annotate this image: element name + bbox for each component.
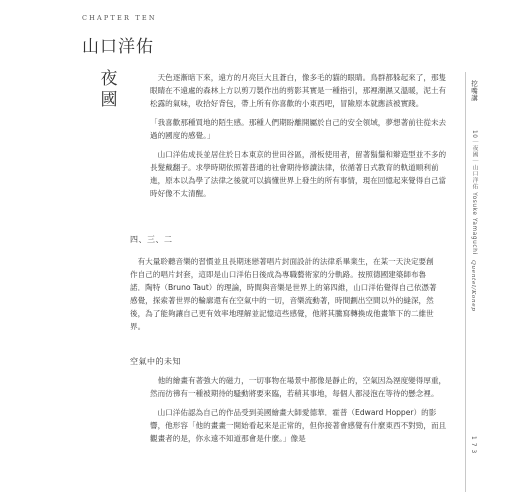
section-one-body — [150, 71, 450, 200]
chapter-title: 山口洋佑 — [82, 37, 154, 57]
running-latin-note: Quentel/Konep — [470, 260, 476, 312]
body-paragraph: 有大量聆聽音樂的習慣並且長期迷戀著唱片封面設計的法律系畢業生，在某一天決定要創作自己的唱片封套，這即是山口洋佑日後成為專職藝術家的分軌路。按照德國建築師布魯諾．陶特（Bruno Taut）的理論，時間與音樂是世界上的第四維，山口洋佑覺得自己依憑著感覺，探索著世界的輪廓還有在空氣中的一切，音樂流動著，時間劃出空間以外的縫深，然後，為了能夠讓自己更有效率地理解並記憶這些感覺，他將其騰寫轉換成他畫筆下的二維世界。 — [130, 257, 437, 331]
running-book-title: 挖嘴講 — [470, 80, 478, 102]
body-paragraph: 山口洋佑成長並居住於日本東京的世田谷區，滑板使用者，留著鬍鬚和辮造型並不多的長髮戴翻子。求學時期依照著普通的社會期待修讀法律，依循著日式教育的軌道順利前進，原本以為學了法律之後就可以搞懂世界上發生的所有事情，現在回憶起來覺得自己當時好像不太清醒。 — [150, 150, 447, 198]
page-number: 1 7 3 — [470, 436, 476, 454]
section-title: 夜國 — [100, 69, 118, 110]
body-paragraph: 天色逐漸暗下來，遠方的月亮巨大且蒼白，像多毛的貓的眼睛。鳥群都躲起來了，那隻眼睛在不遠處的森林上方以剪刀製作出的剪影其實是一種指引，那裡潮濕又溫暖，泥土有松露的氣味，收拾好背包，帶上所有你喜歡的小東西吧，冒險原本就應該被實踐。 — [150, 73, 447, 108]
chapter-label: CHAPTER TEN — [82, 14, 157, 22]
pull-quote: 「我喜歡那種買地的陌生感。那種人們期盼離開屬於自己的安全領域，夢想著前往從未去過的國度的感覺。」 — [150, 118, 447, 140]
body-paragraph: 山口洋佑認為自己的作品受到美國繪畫大師愛德華．霍普（Edward Hopper）的影響，他形容「他的畫畫一開始看起來是正常的，但你接著會感覺有什麼東西不對勁，而且觀畫者的是，你永遠不知道那會是什麼。」像是 — [150, 408, 447, 443]
body-paragraph: 他的繪畫有著強大的磁力，一切事物在場景中都像是靜止的，空氣因為溼度變得厚重，然而彷彿有一種被期待的騷動將要來臨，若稍其事地，每個人都浸泡在等待的懸念裡。 — [150, 376, 447, 398]
running-chapter-info: 10｜夜國｜山口洋佑 Yosuke Yamaguchi — [471, 130, 477, 255]
subheading-four-three-two: 四、三、二 — [130, 235, 173, 244]
section-two-body — [130, 255, 438, 333]
margin-divider — [465, 72, 466, 492]
section-three-body — [150, 374, 450, 445]
subheading-unknown-in-air: 空氣中的未知 — [130, 357, 181, 366]
